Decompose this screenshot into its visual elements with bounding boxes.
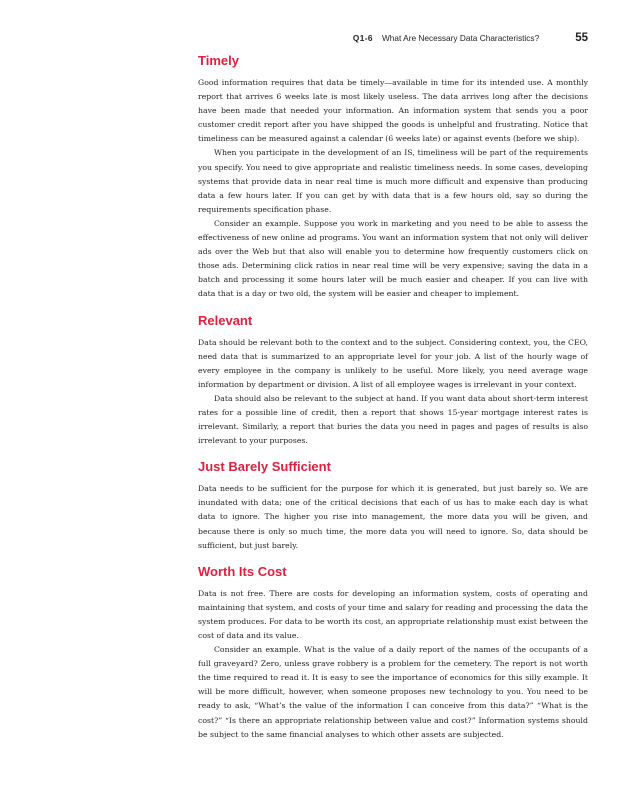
section-title: What Are Necessary Data Characteristics? xyxy=(381,33,540,43)
paragraph: Data is not free. There are costs for developing an information system, costs of operating and maintaining that system, and costs of your time and salary for reading and processing the data the system produces. For data to be worth its cost, an appropriate relationship must exist between the cost of data and its value. xyxy=(198,588,588,640)
section-heading: Timely xyxy=(198,53,239,68)
page-number: 55 xyxy=(575,32,588,44)
running-header xyxy=(198,31,588,45)
page-body xyxy=(198,52,588,742)
paragraph: Data needs to be sufficient for the purpose for which it is generated, but just barely so. We are inundated with data; one of the critical decisions that each of us has to make each day is what data to ignore. The higher you rise into management, the more data you will be given, and because there is only so much time, the more data you will need to ignore. So, data should be sufficient, but just barely. xyxy=(198,484,588,550)
section-relevant xyxy=(198,312,588,449)
section-heading: Just Barely Sufficient xyxy=(198,459,331,475)
paragraph: Good information requires that data be timely—available in time for its intended use. A monthly report that arrives 6 weeks late is most likely useless. The data arrives long after the decisions have been made that needed your information. An information system that sends you a poor customer credit report after you have shipped the goods is unhelpful and frustrating. Notice that timeliness can be measured against a calendar (6 weeks late) or against events (before we ship). xyxy=(198,78,588,144)
section-number: Q1-6 xyxy=(352,33,373,43)
section-timely xyxy=(198,52,588,302)
paragraph: When you participate in the development of an IS, timeliness will be part of the requirements you specify. You need to give appropriate and realistic timeliness needs. In some cases, developing systems that provide data in near real time is much more difficult and expensive than producing data a few hours later. If you can get by with data that is a few hours old, say so during the requirements specification phase. xyxy=(198,148,588,214)
paragraph: Data should also be relevant to the subject at hand. If you want data about short-term interest rates for a possible line of credit, then a report that shows 15-year mortgage interest rates is irrelevant. Similarly, a report that buries the data you need in pages and pages of results is also irrelevant to your purposes. xyxy=(198,393,588,446)
section-heading: Relevant xyxy=(198,312,253,328)
paragraph: Data should be relevant both to the context and to the subject. Considering context, you, the CEO, need data that is summarized to an appropriate level for your job. A list of the hourly wage of every employee in the company is unlikely to be useful. More likely, you need average wage information by department or division. A list of all employee wages is irrelevant in your context. xyxy=(198,337,588,389)
section-just-barely-sufficient xyxy=(198,458,588,552)
paragraph: Consider an example. Suppose you work in marketing and you need to be able to assess the effectiveness of new online ad programs. You want an information system that not only will deliver ads over the Web but that also will enable you to determine how frequently customers click on those ads. Determining click ratios in near real time will be very expensive; saving the data in a batch and processing it some hours later will be much easier and cheaper. If you can live with data that is a day or two old, the system will be easier and cheaper to implement. xyxy=(198,218,588,299)
section-heading: Worth Its Cost xyxy=(198,563,287,579)
paragraph: Consider an example. What is the value of a daily report of the names of the occupants of a full graveyard? Zero, unless grave robbery is a problem for the cemetery. The report is not worth the time required to read it. It is easy to see the importance of economics for this silly example. It will be more difficult, however, when someone proposes new technology to you. You need to be ready to ask, “What’s the value of the information I can conceive from this data?” “What is the cost?” “Is there an appropriate relationship between value and cost?” Information systems should be subject to the same financial analyses to which other assets are subjected. xyxy=(198,645,588,739)
section-worth-its-cost xyxy=(198,563,588,742)
